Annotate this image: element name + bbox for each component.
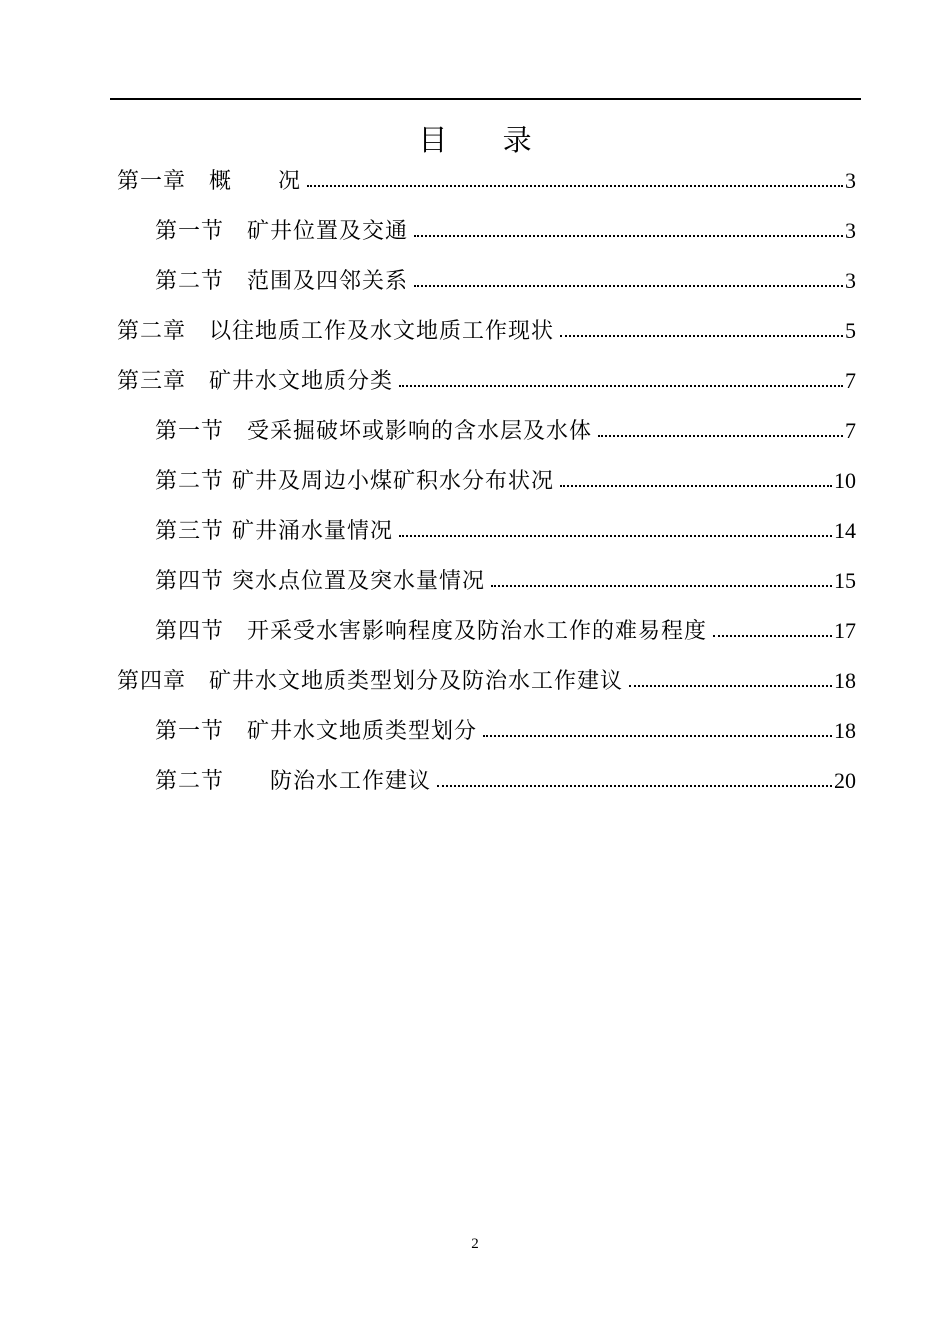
page-title: 目 录 [418, 123, 532, 157]
toc-entry[interactable] [155, 465, 856, 497]
toc-entry-label: 第二章 以往地质工作及水文地质工作现状 [117, 319, 555, 344]
toc-entry[interactable] [155, 415, 856, 447]
toc-entry-page: 17 [834, 618, 856, 643]
toc-leader-dots [483, 729, 832, 737]
toc-entry[interactable] [155, 765, 856, 797]
toc-entry-page: 20 [834, 768, 856, 793]
toc-entry[interactable] [117, 165, 856, 197]
toc-entry-page: 7 [845, 368, 856, 393]
toc-entry[interactable] [117, 315, 856, 347]
toc-entry-label: 第四章 矿井水文地质类型划分及防治水工作建议 [117, 669, 624, 694]
header-rule [110, 98, 861, 100]
toc-entry-page: 3 [845, 268, 856, 293]
toc-leader-dots [598, 429, 843, 437]
toc-entry-label: 第一节 受采掘破坏或影响的含水层及水体 [155, 419, 593, 444]
toc-leader-dots [560, 479, 832, 487]
toc-entry[interactable] [155, 215, 856, 247]
toc-entry[interactable] [155, 565, 856, 597]
toc-leader-dots [414, 229, 843, 237]
toc-entry-label: 第一章 概 况 [117, 169, 302, 194]
toc-entry-page: 7 [845, 418, 856, 443]
toc-entry-label: 第二节 矿井及周边小煤矿积水分布状况 [155, 469, 554, 494]
toc-entry-page: 14 [834, 518, 856, 543]
toc-leader-dots [399, 379, 843, 387]
toc-entry-label: 第一节 矿井位置及交通 [155, 219, 409, 244]
toc-entry-label: 第二节 范围及四邻关系 [155, 269, 409, 294]
toc-entry[interactable] [117, 365, 856, 397]
toc-entry-page: 3 [845, 218, 856, 243]
toc-leader-dots [414, 279, 843, 287]
toc-leader-dots [491, 579, 832, 587]
toc-entry-label: 第三节 矿井涌水量情况 [155, 519, 393, 544]
toc-entry[interactable] [155, 615, 856, 647]
toc-entry[interactable] [117, 665, 856, 697]
toc-entry-label: 第三章 矿井水文地质分类 [117, 369, 394, 394]
toc-entry-page: 15 [834, 568, 856, 593]
toc-entry-page: 3 [845, 168, 856, 193]
toc-leader-dots [437, 779, 832, 787]
toc-entry-page: 18 [834, 668, 856, 693]
toc-entry-label: 第二节 防治水工作建议 [155, 769, 432, 794]
toc-entry-page: 5 [845, 318, 856, 343]
toc-entry[interactable] [155, 515, 856, 547]
page-number: 2 [471, 1236, 479, 1252]
toc-entry-label: 第四节 开采受水害影响程度及防治水工作的难易程度 [155, 619, 708, 644]
toc-leader-dots [307, 179, 843, 187]
toc-leader-dots [629, 679, 832, 687]
toc-leader-dots [399, 529, 832, 537]
toc-entry-label: 第一节 矿井水文地质类型划分 [155, 719, 478, 744]
toc-entry[interactable] [155, 265, 856, 297]
toc-entry-label: 第四节 突水点位置及突水量情况 [155, 569, 485, 594]
toc-entry[interactable] [155, 715, 856, 747]
toc-leader-dots [713, 629, 832, 637]
toc-leader-dots [560, 329, 843, 337]
toc-entry-page: 18 [834, 718, 856, 743]
toc-entry-page: 10 [834, 468, 856, 493]
